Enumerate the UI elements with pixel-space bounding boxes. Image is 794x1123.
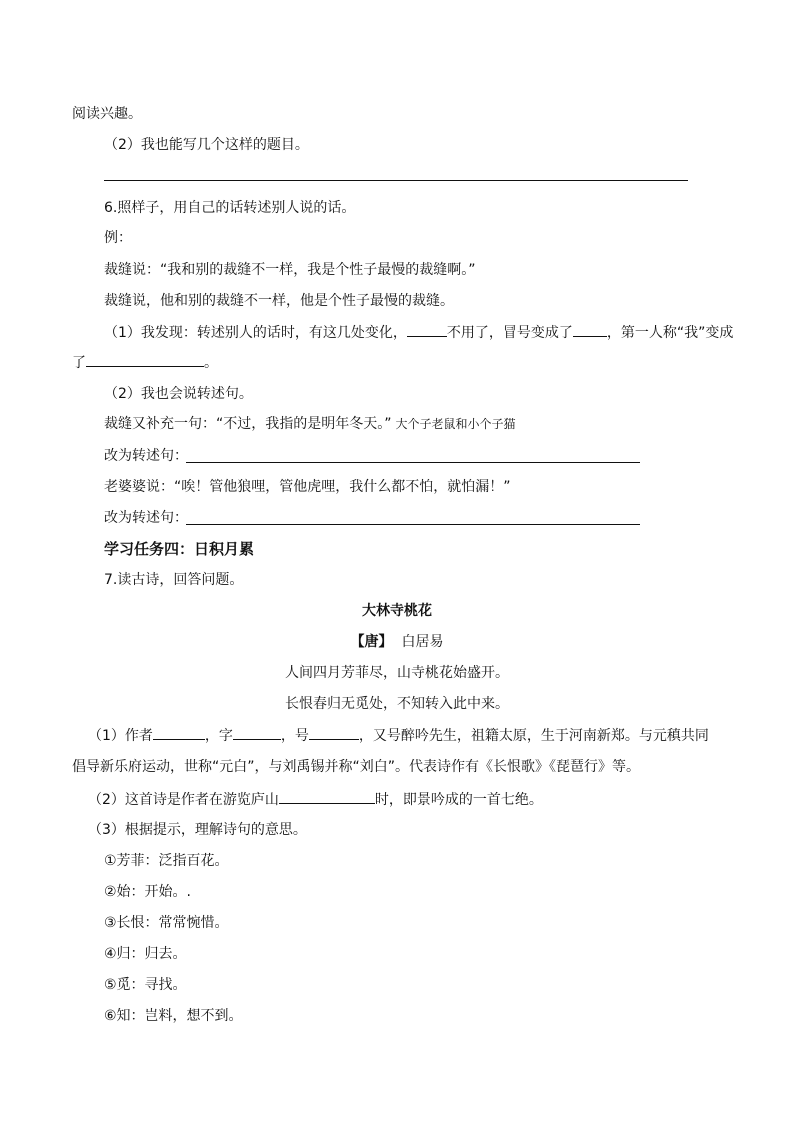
subquestion-7-2: [88, 789, 543, 810]
subquestion-1-text-b: 不用了，冒号变成了: [446, 325, 573, 341]
note-4: ④归：归去。: [104, 946, 187, 962]
poem-author: 白居易: [401, 634, 444, 650]
task-4-heading: 学习任务四：日积月累: [104, 540, 255, 558]
example-sentence-1: 裁缝说：“我和别的裁缝不一样，我是个性子最慢的裁缝啊。”: [104, 262, 476, 278]
question-6-title: 6.照样子，用自己的话转述别人说的话。: [104, 200, 356, 216]
rewrite-answer-line-1[interactable]: [186, 462, 640, 463]
poem-dynasty: 【唐】: [350, 634, 393, 650]
q7-1-text-c: ，号: [280, 728, 309, 744]
sentence-1-text: 裁缝又补充一句：“不过，我指的是明年冬天。”: [104, 416, 392, 432]
q7-1-text-b: ，字: [204, 728, 233, 744]
subquestion-7-1-line-2: 倡导新乐府运动，世称“元白”，与刘禹锡并称“刘白”。代表诗作有《长恨歌》《琵琶行》等。: [72, 759, 641, 775]
subquestion-7-3: （3）根据提示，理解诗句的意思。: [88, 822, 307, 838]
rewrite-answer-line-2[interactable]: [186, 524, 640, 525]
sentence-2: 老婆婆说：“唉！管他狼哩，管他虎哩，我什么都不怕，就怕漏！”: [104, 479, 511, 495]
fill-blank[interactable]: [279, 789, 375, 804]
fill-blank[interactable]: [153, 725, 205, 740]
note-5: ⑤觅：寻找。: [104, 977, 187, 993]
sentence-1-source: 大个子老鼠和小个子猫: [395, 417, 516, 431]
fill-blank[interactable]: [573, 322, 607, 337]
fill-blank[interactable]: [309, 725, 359, 740]
sentence-1: [104, 414, 516, 434]
note-3: ③长恨：常常惋惜。: [104, 915, 229, 931]
rewrite-label-2: 改为转述句：: [104, 510, 188, 526]
subquestion-1-text-a: （1）我发现：转述别人的话时，有这几处变化，: [104, 325, 407, 341]
fill-blank[interactable]: [233, 725, 281, 740]
example-sentence-2: 裁缝说，他和别的裁缝不一样，他是个性子最慢的裁缝。: [104, 293, 454, 309]
q7-2-text-b: 时，即景吟成的一首七绝。: [374, 792, 543, 808]
fill-blank[interactable]: [86, 352, 204, 367]
example-label: 例：: [104, 230, 132, 246]
subquestion-1-text-d: 了: [72, 355, 86, 371]
subquestion-7-1-line-1: [88, 725, 709, 746]
rewrite-label-1: 改为转述句：: [104, 448, 188, 464]
subquestion-2-prompt: （2）我也能写几个这样的题目。: [104, 137, 309, 153]
subquestion-1-text-e: 。: [204, 355, 218, 371]
note-6: ⑥知：岂料，想不到。: [104, 1008, 243, 1024]
q7-1-text-a: （1）作者: [88, 728, 153, 744]
fill-blank[interactable]: [407, 322, 447, 337]
subquestion-2-title: （2）我也会说转述句。: [104, 386, 253, 402]
poem-byline: [0, 632, 794, 652]
poem-line-2: 长恨春归无觅处，不知转入此中来。: [285, 696, 509, 712]
note-1: ①芳菲：泛指百花。: [104, 853, 229, 869]
subquestion-1-line-1: [104, 322, 733, 343]
poem-title: 大林寺桃花: [362, 603, 432, 619]
continued-text: 阅读兴趣。: [72, 106, 142, 122]
subquestion-1-text-c: ，第一人称“我”变成: [606, 325, 734, 341]
q7-2-text-a: （2）这首诗是作者在游览庐山: [88, 792, 279, 808]
answer-line[interactable]: [104, 180, 688, 181]
question-7-title: 7.读古诗，回答问题。: [104, 572, 244, 588]
subquestion-1-line-2: [72, 352, 218, 373]
poem-line-1: 人间四月芳菲尽，山寺桃花始盛开。: [285, 665, 509, 681]
note-2: ②始：开始。.: [104, 884, 192, 900]
q7-1-text-d: ，又号醉吟先生，祖籍太原，生于河南新郑。与元稹共同: [358, 728, 709, 744]
